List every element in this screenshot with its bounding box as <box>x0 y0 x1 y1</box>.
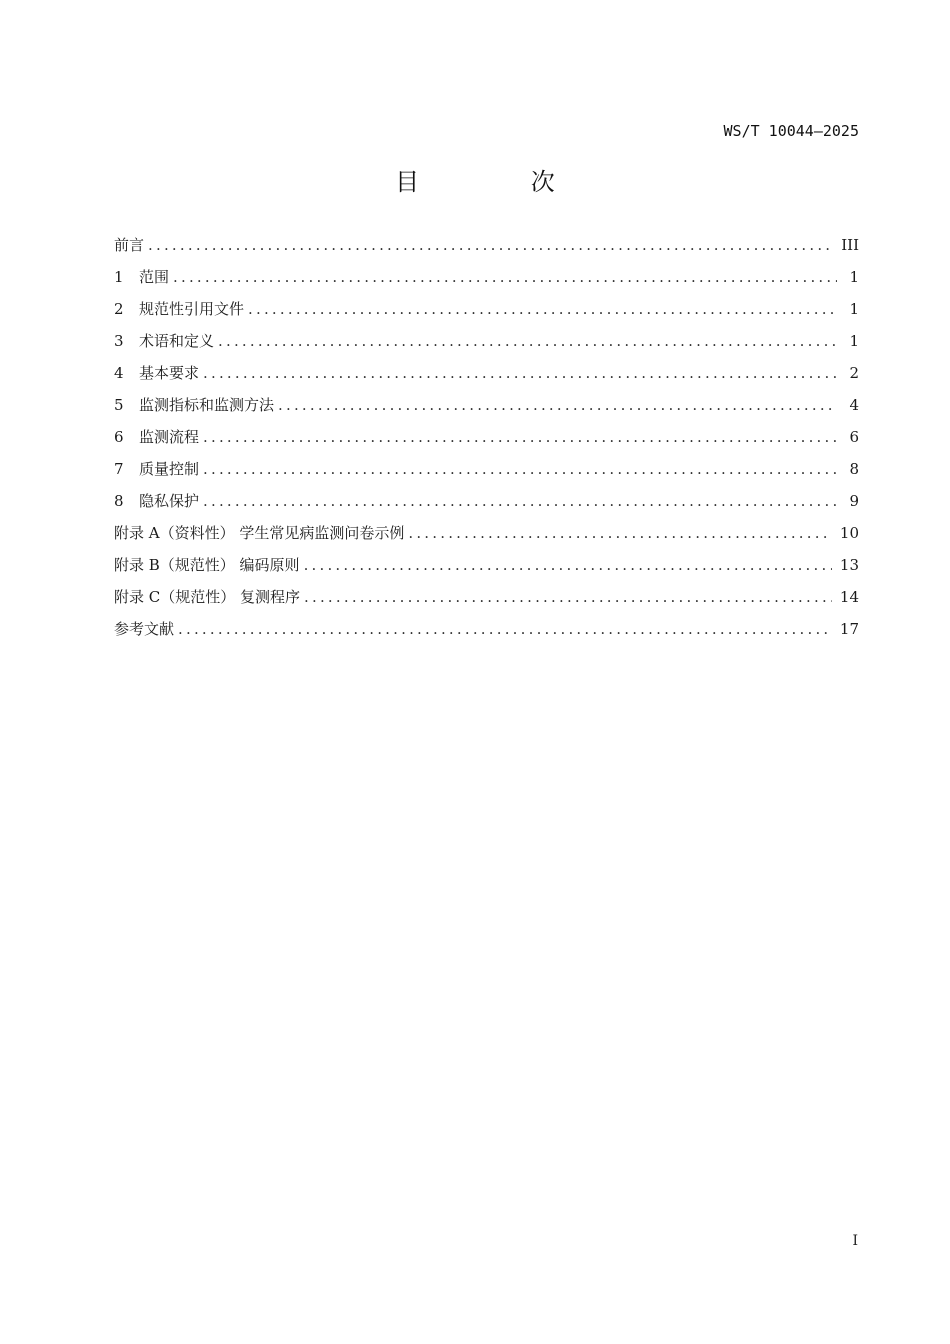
toc-page-number: III <box>841 236 859 254</box>
toc-entry-terms[interactable] <box>114 328 859 360</box>
toc-entry-bibliography[interactable] <box>114 616 859 648</box>
toc-entry-indicators-methods[interactable] <box>114 392 859 424</box>
toc-entry-number: 6 <box>114 428 124 446</box>
toc-entry-title <box>114 328 218 354</box>
toc-entry-annex-a[interactable] <box>114 520 859 552</box>
toc-leader-dots <box>218 328 837 354</box>
toc-leader-dots <box>408 520 832 546</box>
toc-entry-text: 规范性引用文件 <box>139 300 245 318</box>
toc-entry-text: 隐私保护 <box>139 492 200 510</box>
toc-entry-scope[interactable] <box>114 264 859 296</box>
toc-page-number: 8 <box>849 460 859 478</box>
toc-leader-dots <box>203 424 837 450</box>
toc-page-number: 1 <box>849 332 859 350</box>
toc-entry-title: 前言 <box>114 236 145 254</box>
toc-entry-title: 附录 B（规范性） 编码原则 <box>114 556 300 574</box>
toc-entry-number: 2 <box>114 300 124 318</box>
toc-entry-title <box>114 296 248 322</box>
toc-page-number: 17 <box>839 620 859 638</box>
toc-entry-normative-references[interactable] <box>114 296 859 328</box>
toc-entry-text: 监测指标和监测方法 <box>139 396 275 414</box>
toc-entry-text: 术语和定义 <box>139 332 215 350</box>
toc-leader-dots <box>304 584 832 610</box>
toc-entry-quality-control[interactable] <box>114 456 859 488</box>
toc-page-number: 2 <box>849 364 859 382</box>
toc-entry-foreword[interactable] <box>114 232 859 264</box>
toc-leader-dots <box>148 232 833 258</box>
toc-entry-title <box>114 392 278 418</box>
toc-entry-text: 范围 <box>139 268 170 286</box>
toc-page-number: 1 <box>849 300 859 318</box>
toc-page-number: 14 <box>839 588 859 606</box>
toc-entry-title <box>114 456 203 482</box>
toc-entry-process[interactable] <box>114 424 859 456</box>
toc-entry-title: 参考文献 <box>114 620 175 638</box>
toc-page-number: 6 <box>849 428 859 446</box>
toc-entry-annex-c[interactable] <box>114 584 859 616</box>
table-of-contents <box>114 232 859 648</box>
toc-leader-dots <box>304 552 832 578</box>
toc-entry-title <box>114 360 203 386</box>
toc-leader-dots <box>248 296 837 322</box>
toc-entry-title: 附录 A（资料性） 学生常见病监测问卷示例 <box>114 524 405 542</box>
toc-leader-dots <box>203 360 837 386</box>
toc-page-number: 13 <box>839 556 859 574</box>
page-title: 目 次 <box>395 168 607 196</box>
standard-code: WS/T 10044—2025 <box>723 122 859 140</box>
toc-entry-number: 8 <box>114 492 124 510</box>
toc-entry-number: 3 <box>114 332 124 350</box>
toc-page-number: 1 <box>849 268 859 286</box>
toc-leader-dots <box>203 488 837 514</box>
toc-entry-title <box>114 424 203 450</box>
toc-page-number: 9 <box>849 492 859 510</box>
toc-entry-text: 基本要求 <box>139 364 200 382</box>
toc-page-number: 4 <box>849 396 859 414</box>
toc-leader-dots <box>178 616 832 642</box>
toc-leader-dots <box>203 456 837 482</box>
toc-entry-title <box>114 488 203 514</box>
toc-entry-basic-requirements[interactable] <box>114 360 859 392</box>
toc-entry-number: 5 <box>114 396 124 414</box>
toc-entry-text: 监测流程 <box>139 428 200 446</box>
toc-leader-dots <box>173 264 837 290</box>
toc-entry-number: 7 <box>114 460 124 478</box>
toc-entry-title <box>114 264 173 290</box>
toc-entry-number: 4 <box>114 364 124 382</box>
toc-entry-privacy[interactable] <box>114 488 859 520</box>
toc-page-number: 10 <box>839 524 859 542</box>
toc-entry-text: 质量控制 <box>139 460 200 478</box>
toc-entry-number: 1 <box>114 268 124 286</box>
page-number: I <box>852 1233 858 1249</box>
toc-leader-dots <box>278 392 837 418</box>
toc-entry-title: 附录 C（规范性） 复测程序 <box>114 588 301 606</box>
toc-entry-annex-b[interactable] <box>114 552 859 584</box>
